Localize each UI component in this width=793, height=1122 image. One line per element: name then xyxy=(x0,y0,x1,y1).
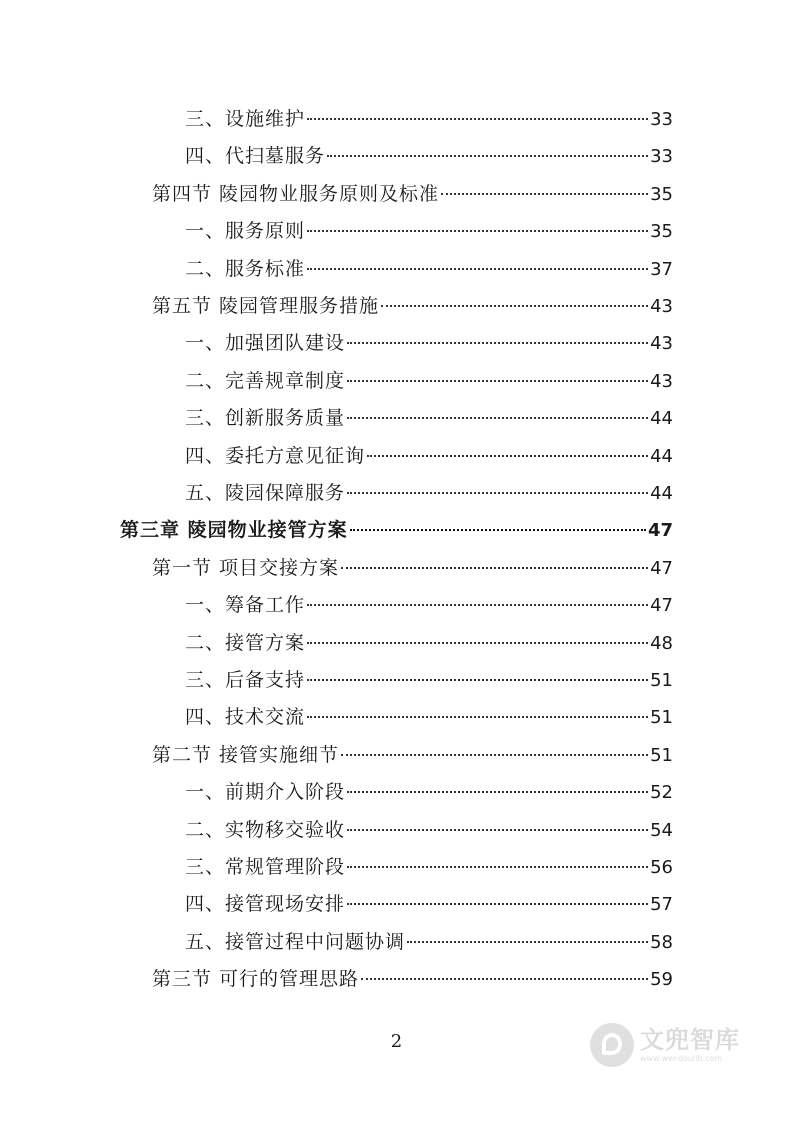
toc-entry-page: 51 xyxy=(650,670,673,691)
toc-entry-page: 44 xyxy=(650,483,673,504)
toc-entry-label: 四、技术交流 xyxy=(185,706,306,729)
toc-leader-dots xyxy=(307,118,648,120)
toc-entry-page: 33 xyxy=(650,109,673,130)
page-number: 2 xyxy=(390,1031,403,1052)
toc-leader-dots xyxy=(381,305,648,307)
toc-entry-label: 第一节 项目交接方案 xyxy=(152,556,340,579)
toc-leader-dots xyxy=(347,903,648,905)
toc-entry-page: 51 xyxy=(650,744,673,766)
toc-section-entry[interactable] xyxy=(152,293,673,319)
toc-subsection-entry[interactable] xyxy=(185,592,673,618)
toc-leader-dots xyxy=(347,417,648,419)
toc-leader-dots xyxy=(341,754,648,756)
toc-entry-page: 33 xyxy=(650,146,673,168)
toc-leader-dots xyxy=(361,978,648,980)
toc-leader-dots xyxy=(347,866,648,868)
toc-entry-label: 一、服务原则 xyxy=(185,220,306,243)
toc-entry-page: 44 xyxy=(650,445,673,467)
toc-subsection-entry[interactable] xyxy=(185,330,673,356)
toc-subsection-entry[interactable] xyxy=(185,704,673,730)
toc-entry-label: 一、前期介入阶段 xyxy=(185,781,346,804)
toc-entry-label: 第五节 陵园管理服务措施 xyxy=(152,295,380,317)
toc-subsection-entry[interactable] xyxy=(185,817,673,843)
toc-entry-page: 59 xyxy=(650,969,673,991)
toc-subsection-entry[interactable] xyxy=(185,218,673,244)
toc-leader-dots xyxy=(347,342,648,344)
toc-entry-page: 43 xyxy=(650,296,673,317)
toc-entry-page: 51 xyxy=(650,707,673,729)
toc-section-entry[interactable] xyxy=(152,555,673,581)
toc-entry-page: 44 xyxy=(650,408,673,430)
toc-subsection-entry[interactable] xyxy=(185,891,673,917)
toc-entry-label: 五、陵园保障服务 xyxy=(185,482,346,504)
toc-chapter-entry[interactable] xyxy=(120,517,673,543)
toc-leader-dots xyxy=(441,193,648,195)
toc-entry-label: 二、服务标准 xyxy=(185,257,306,280)
toc-subsection-entry[interactable] xyxy=(185,368,673,394)
toc-leader-dots xyxy=(307,679,648,681)
toc-entry-label: 一、筹备工作 xyxy=(185,594,306,617)
toc-entry-label: 四、代扫墓服务 xyxy=(185,145,326,168)
watermark-logo-icon xyxy=(590,1023,634,1067)
toc-subsection-entry[interactable] xyxy=(185,854,673,880)
toc-subsection-entry[interactable] xyxy=(185,667,673,693)
toc-entry-page: 35 xyxy=(650,183,673,205)
toc-leader-dots xyxy=(347,791,648,793)
toc-leader-dots xyxy=(307,268,648,270)
toc-leader-dots xyxy=(407,941,648,943)
toc-leader-dots xyxy=(307,642,648,644)
toc-section-entry[interactable] xyxy=(152,742,673,768)
toc-entry-label: 二、实物移交验收 xyxy=(185,818,346,841)
toc-entry-label: 二、接管方案 xyxy=(185,631,306,654)
toc-entry-label: 第二节 接管实施细节 xyxy=(152,743,340,766)
toc-leader-dots xyxy=(307,230,648,232)
watermark xyxy=(590,1018,760,1072)
toc-subsection-entry[interactable] xyxy=(185,630,673,656)
toc-entry-page: 52 xyxy=(650,782,673,804)
toc-section-entry[interactable] xyxy=(152,181,673,207)
toc-subsection-entry[interactable] xyxy=(185,256,673,282)
toc-subsection-entry[interactable] xyxy=(185,405,673,431)
toc-entry-page: 56 xyxy=(650,857,673,878)
toc-leader-dots xyxy=(307,716,648,718)
toc-subsection-entry[interactable] xyxy=(185,143,673,169)
toc-entry-label: 三、后备支持 xyxy=(185,669,306,691)
toc-entry-label: 第四节 陵园物业服务原则及标准 xyxy=(152,182,440,205)
toc-entry-label: 第三节 可行的管理思路 xyxy=(152,968,360,991)
toc-subsection-entry[interactable] xyxy=(185,779,673,805)
toc-entry-label: 三、设施维护 xyxy=(185,108,306,130)
toc-entry-label: 三、创新服务质量 xyxy=(185,407,346,430)
watermark-subtitle: www.wendoulib.com xyxy=(640,1054,723,1063)
toc-entry-label: 二、完善规章制度 xyxy=(185,369,346,392)
toc-entry-page: 43 xyxy=(650,333,673,355)
toc-entry-label: 三、常规管理阶段 xyxy=(185,856,346,878)
toc-leader-dots xyxy=(347,829,648,831)
toc-entry-page: 54 xyxy=(650,819,673,841)
toc-entry-page: 47 xyxy=(650,595,673,617)
watermark-title: 文兜智库 xyxy=(640,1026,740,1054)
toc-subsection-entry[interactable] xyxy=(185,106,673,132)
toc-entry-label: 一、加强团队建设 xyxy=(185,332,346,355)
toc-leader-dots xyxy=(347,492,648,494)
toc-subsection-entry[interactable] xyxy=(185,443,673,469)
toc-entry-page: 35 xyxy=(650,221,673,243)
toc-entry-page: 57 xyxy=(650,894,673,916)
toc-leader-dots xyxy=(347,380,648,382)
toc-leader-dots xyxy=(307,604,648,606)
toc-entry-label: 第三章 陵园物业接管方案 xyxy=(120,519,348,542)
toc-subsection-entry[interactable] xyxy=(185,929,673,955)
toc-entry-page: 37 xyxy=(650,258,673,280)
toc-leader-dots xyxy=(341,567,648,569)
toc-entry-page: 47 xyxy=(650,557,673,579)
toc-leader-dots xyxy=(367,455,648,457)
toc-leader-dots xyxy=(350,529,646,531)
toc-leader-dots xyxy=(327,155,648,157)
toc-entry-label: 四、接管现场安排 xyxy=(185,893,346,916)
toc-section-entry[interactable] xyxy=(152,966,673,992)
toc-entry-label: 四、委托方意见征询 xyxy=(185,444,366,467)
toc-subsection-entry[interactable] xyxy=(185,480,673,506)
toc-entry-page: 47 xyxy=(647,520,673,542)
toc-entry-page: 48 xyxy=(650,632,673,654)
toc-entry-label: 五、接管过程中问题协调 xyxy=(185,930,406,953)
toc-entry-page: 43 xyxy=(650,370,673,392)
toc-entry-page: 58 xyxy=(650,931,673,953)
